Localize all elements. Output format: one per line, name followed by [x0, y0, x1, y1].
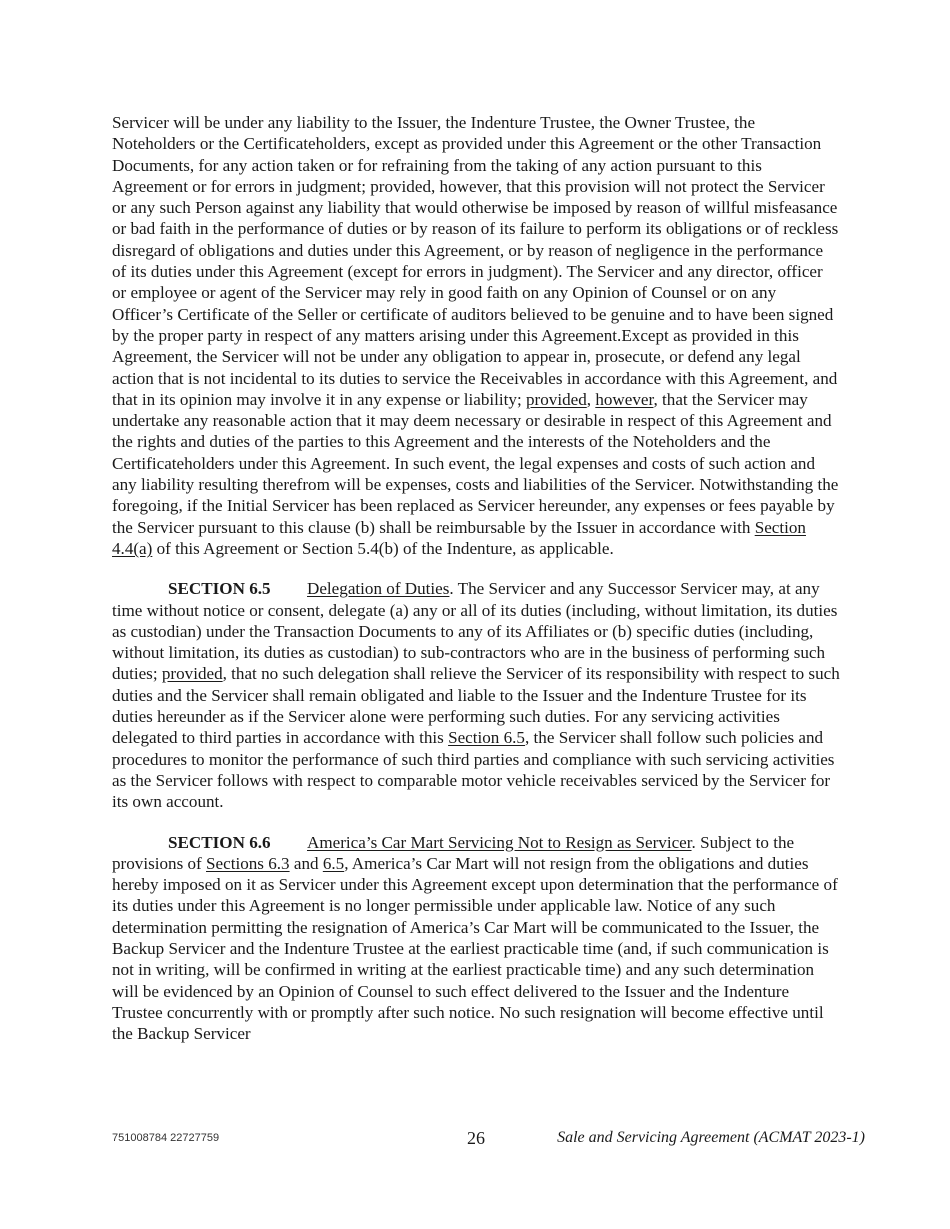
paragraph-servicer-liability [112, 112, 840, 559]
paragraph-text: of this Agreement or Section 5.4(b) of the Indenture, as applicable. [152, 538, 614, 558]
however-term: however [595, 389, 654, 409]
paragraph-text: Servicer will be under any liability to the Issuer, the Indenture Trustee, the Owner Trustee, the Noteholders or the Certificateholders, except as provided under this Agreement or the other Transaction Documents, for any action taken or for refraining from the taking of any action pursuant to this Agreement or for errors in judgment; provided, however, that this provision will not protect the Servicer or any such Person against any liability that would otherwise be imposed by reason of willful misfeasance or bad faith in the performance of duties or by reason of its failure to perform its obligations or of reckless disregard of obligations and duties under this Agreement, or by reason of negligence in the performance of its duties under this Agreement (except for errors in judgment). The Servicer and any director, officer or employee or agent of the Servicer may rely in good faith on any Opinion of Counsel or on any Officer’s Certificate of the Seller or certificate of auditors believed to be genuine and to have been signed by the proper party in respect of any matters arising under this Agreement.Except as provided in this Agreement, the Servicer will not be under any obligation to appear in, prosecute, or defend any legal action that is not incidental to its duties to service the Receivables in accordance with this Agreement, and that in its opinion may involve it in any expense or liability; [112, 113, 839, 409]
paragraph-text: , the Servicer shall follow such policies and procedures to monitor the performance of such third parties and compliance with such servicing activities as the Servicer follows with respect to comparable motor vehicle receivables serviced by the Servicer for its own account. [112, 728, 835, 812]
paragraph-text: , that no such delegation shall relieve the Servicer of its responsibility with respect to such duties and the Servicer shall remain obligated and liable to the Issuer and the Indenture Trustee for its duties hereunder as if the Servicer alone were performing such duties. For any servicing activities delegated to third parties in accordance with this [112, 664, 840, 748]
document-title: Sale and Servicing Agreement (ACMAT 2023-1) [557, 1129, 865, 1146]
paragraph-text: . The Servicer and any Successor Servicer may, at any time without notice or consent, delegate (a) any or all of its duties (including, without limitation, its duties as custodian) under the Transaction Documents to any of its Affiliates or (b) specific duties (including, without limitation, its duties as custodian) to sub-contractors who are in the business of performing such duties; [112, 579, 838, 684]
section-6-5-reference: 6.5 [322, 853, 345, 873]
provided-term: provided [526, 389, 587, 409]
section-number: SECTION 6.5 [168, 579, 271, 599]
section-6-5-paragraph [112, 578, 840, 812]
section-6-6-paragraph [112, 832, 840, 1045]
paragraph-text: , America’s Car Mart will not resign from the obligations and duties hereby imposed on it as Servicer under this Agreement except upon determination that the performance of its duties under this Agreement is no longer permissible under applicable law. Notice of any such determination permitting the resignation of America’s Car Mart will be communicated to the Issuer, the Backup Servicer and the Indenture Trustee at the earliest practicable time (and, if such communication is not in writing, will be confirmed in writing at the earliest practicable time) and any such determination will be evidenced by an Opinion of Counsel to such effect delivered to the Issuer and the Indenture Trustee concurrently with or promptly after such notice. No such resignation will become effective until the Backup Servicer [112, 853, 838, 1044]
section-4-4a-reference: Section 4.4(a) [112, 517, 806, 558]
paragraph-text: , that the Servicer may undertake any reasonable action that it may deem necessary or desirable in respect of this Agreement and the rights and duties of the parties to this Agreement and the interests of the Noteholders and the Certificateholders under this Agreement. In such event, the legal expenses and costs of such action and any liability resulting therefrom will be expenses, costs and liabilities of the Servicer. Notwithstanding the foregoing, if the Initial Servicer has been replaced as Servicer hereunder, any expenses or fees payable by the Servicer pursuant to this clause (b) shall be reimbursable by the Issuer in accordance with [112, 389, 839, 537]
separator-text: , [586, 389, 596, 409]
provided-term: provided [161, 664, 223, 684]
section-number: SECTION 6.6 [168, 832, 271, 852]
page-number: 26 [467, 1128, 485, 1148]
page-footer [0, 1128, 950, 1154]
document-body [112, 112, 840, 1044]
document-id: 751008784 22727759 [112, 1132, 220, 1144]
section-heading: Delegation of Duties [307, 579, 450, 599]
paragraph-text: . Subject to the provisions of [112, 832, 795, 873]
separator-text: and [289, 853, 323, 873]
sections-6-3-reference: Sections 6.3 [206, 853, 290, 873]
section-heading: America’s Car Mart Servicing Not to Resign as Servicer [307, 832, 692, 852]
section-6-5-reference: Section 6.5 [448, 728, 525, 748]
